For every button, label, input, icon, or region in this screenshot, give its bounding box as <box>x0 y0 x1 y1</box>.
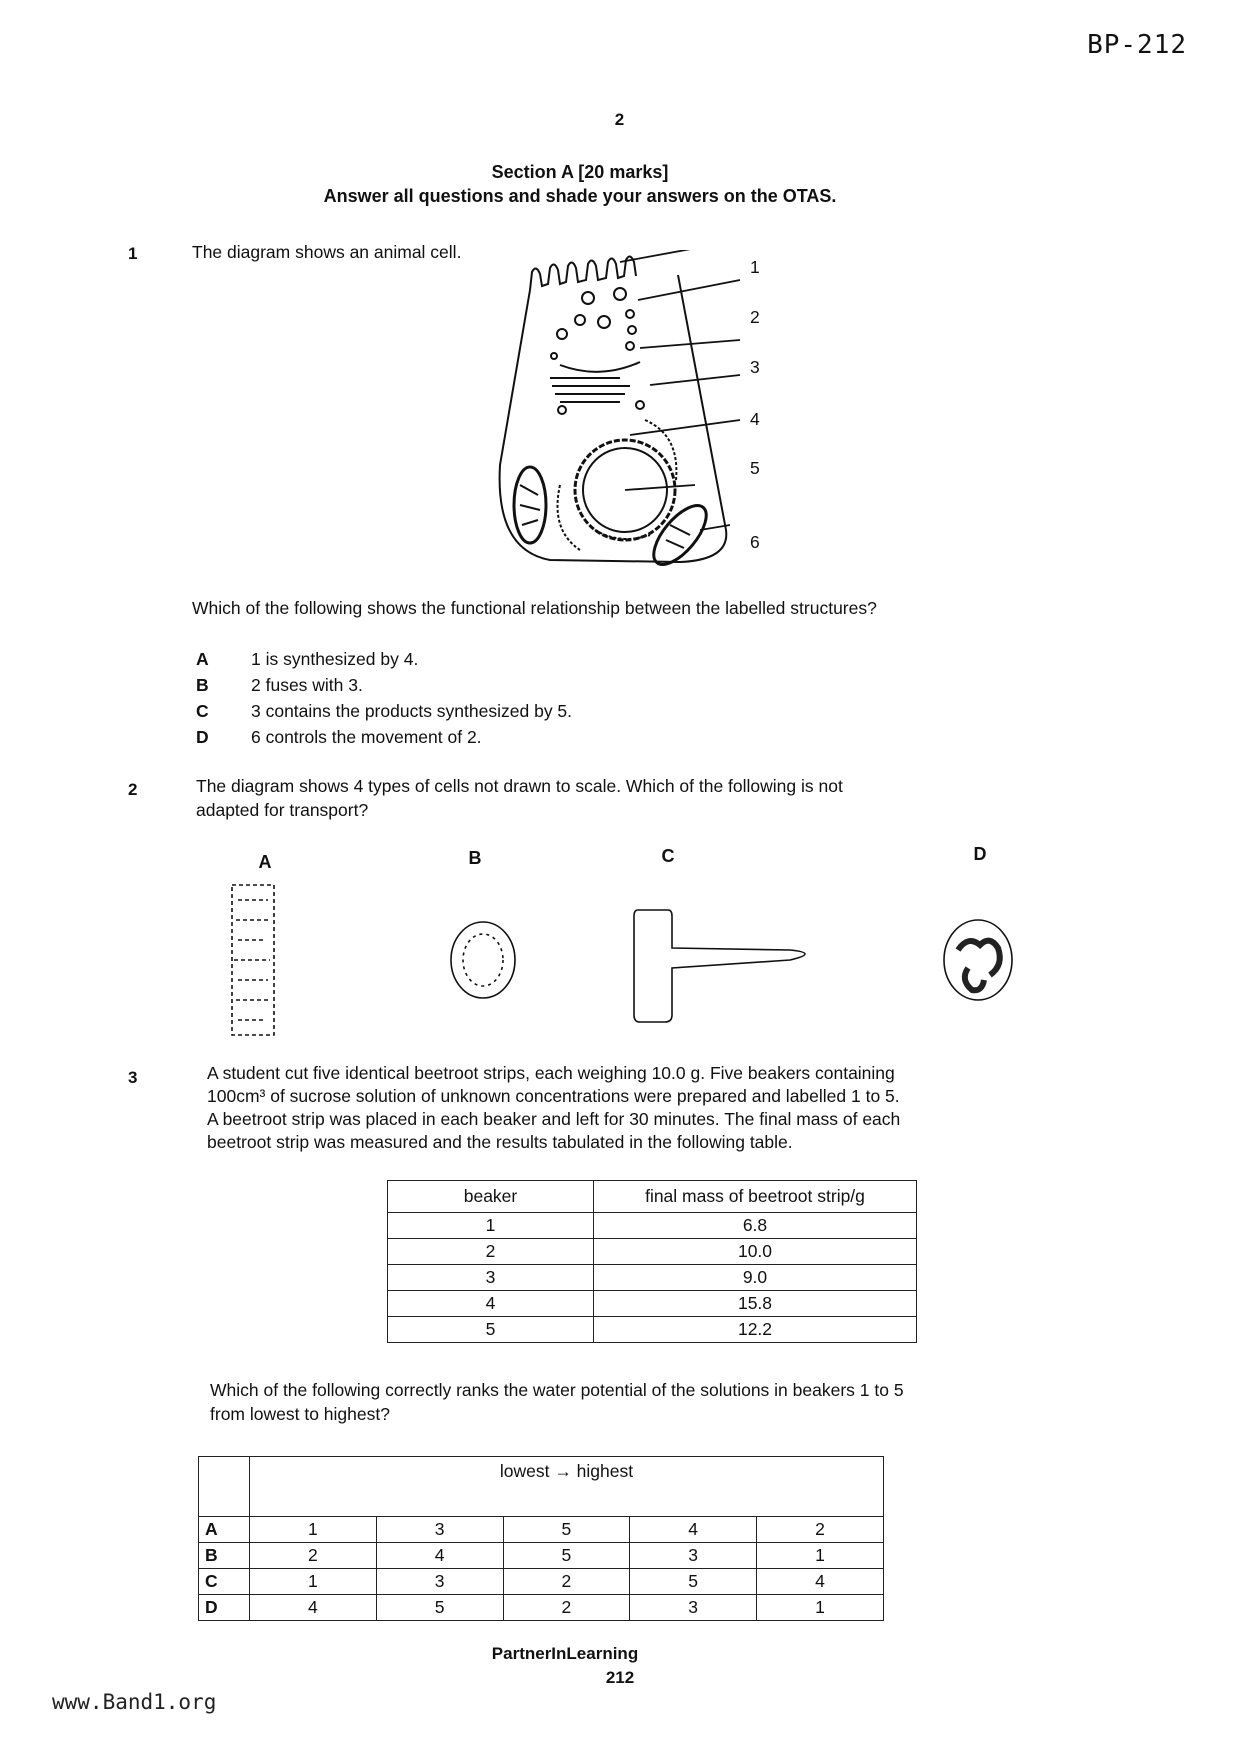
section-instruction: Answer all questions and shade your answers on the OTAS. <box>323 186 837 206</box>
cell-label-a: A <box>258 852 272 872</box>
footer-brand: PartnerInLearning <box>491 1644 639 1663</box>
diagram-label-3: 3 <box>750 357 760 377</box>
label-leader-lines <box>620 250 740 530</box>
cell-label-c: C <box>661 846 675 866</box>
option-c[interactable]: C 3 contains the products synthesized by 5. <box>196 701 573 721</box>
question-1-number: 1 <box>128 244 138 263</box>
question-3-stem: A student cut five identical beetroot strips, each weighing 10.0 g. Five beakers containing 100cm³ of sucrose solution of unknown concentrations were prepared and labelled 1 to 5. A beetroot strip was placed in each beaker and left for 30 minutes. The final mass of each beetroot strip was measured and the results tabulated in the following table. <box>207 1063 901 1152</box>
table-header-row <box>388 1181 917 1213</box>
cell-a-xylem-vessel <box>232 885 274 1035</box>
column-header-final-mass: final mass of beetroot strip/g <box>594 1181 917 1213</box>
section-heading <box>0 160 1160 208</box>
table-row: 5 12.2 <box>388 1317 917 1343</box>
document-code: BP-212 <box>1087 30 1187 60</box>
golgi-apparatus <box>550 362 640 402</box>
option-b[interactable]: B 2 fuses with 3. <box>196 675 363 695</box>
question-1-prompt: Which of the following shows the functional relationship between the labelled structures? <box>192 598 877 618</box>
table-row: 1 6.8 <box>388 1213 917 1239</box>
option-d[interactable]: D 6 controls the movement of 2. <box>196 727 482 747</box>
diagram-label-4: 4 <box>750 409 760 429</box>
mitochondrion <box>514 467 546 543</box>
diagram-label-5: 5 <box>750 458 760 478</box>
question-2-stem: The diagram shows 4 types of cells not drawn to scale. Which of the following is not adapted for transport? <box>196 776 843 820</box>
website-link[interactable]: www.Band1.org <box>52 1690 217 1714</box>
ranking-answer-table <box>198 1456 884 1621</box>
answer-row-c[interactable]: C 1 3 2 5 4 <box>199 1569 884 1595</box>
question-2-number: 2 <box>128 780 138 799</box>
section-title: Section A [20 marks] <box>491 162 669 182</box>
diagram-label-1: 1 <box>750 257 760 277</box>
question-1-stem: The diagram shows an animal cell. <box>192 242 462 262</box>
cell-types-diagram <box>220 880 1080 1040</box>
animal-cell-diagram <box>490 250 780 580</box>
answer-row-d[interactable]: D 4 5 2 3 1 <box>199 1595 884 1621</box>
table-row: 2 10.0 <box>388 1239 917 1265</box>
column-header-beaker: beaker <box>388 1181 594 1213</box>
table-row: 3 9.0 <box>388 1265 917 1291</box>
cell-label-b: B <box>468 848 482 868</box>
ranking-header-row <box>199 1457 884 1517</box>
cell-membrane <box>500 275 727 562</box>
page-number: 2 <box>614 110 625 129</box>
footer-page-number: 212 <box>605 1668 635 1687</box>
table-row: 4 15.8 <box>388 1291 917 1317</box>
cell-c-root-hair-cell <box>634 910 805 1022</box>
ranking-header: lowest → highest <box>250 1457 884 1517</box>
question-1-options <box>196 646 572 750</box>
question-3-number: 3 <box>128 1068 138 1087</box>
answer-row-a[interactable]: A 1 3 5 4 2 <box>199 1517 884 1543</box>
diagram-label-6: 6 <box>750 532 760 552</box>
question-3-prompt: Which of the following correctly ranks the water potential of the solutions in beakers 1 to 5 from lowest to highest? <box>210 1380 904 1424</box>
diagram-label-2: 2 <box>750 307 760 327</box>
answer-row-b[interactable]: B 2 4 5 3 1 <box>199 1543 884 1569</box>
beetroot-mass-table <box>387 1180 917 1343</box>
cell-label-d: D <box>973 844 987 864</box>
option-a[interactable]: A 1 is synthesized by 4. <box>196 649 419 669</box>
